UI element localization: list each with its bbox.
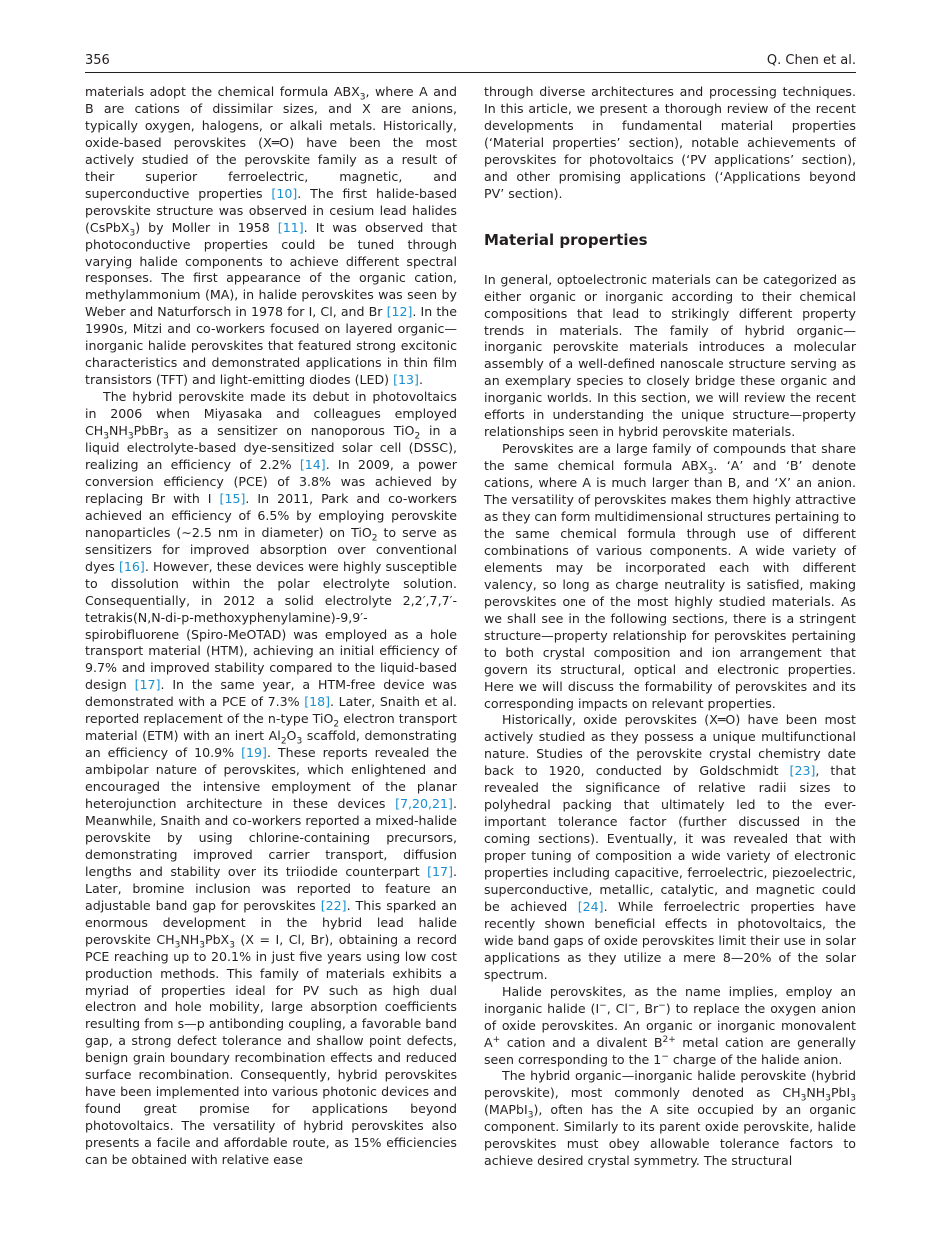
- paragraph-pv-debut: The hybrid perovskite made its debut in photovoltaics in 2006 when Miyasaka and colleagues employed $CH_3NH_3PbBr_3$ as a sensitizer on nanoporous TiO$_2$ in a liquid electrolyte-based dye-sensitized solar cell (DSSC), realizing an efficiency of 2.2% [14]. In 2009, a power conversion efficiency (PCE) of 3.8% was achieved by replacing Br with I [15]. In 2011, Park and co-workers achieved an efficiency of 6.5% by employing perovskite nanoparticles (∼2.5 nm in diameter) on TiO$_2$ to serve as sensitizers for improved absorption over conventional dyes [16]. However, these devices were highly susceptible to dissolution within the polar electrolyte solution. Consequentially, in 2012 a solid electrolyte 2,2′,7,7′-tetrakis(N,N-di-p-methoxyphenylamine)-9,9′-spirobifluorene (Spiro-MeOTAD) was employed as a hole transport material (HTM), achieving an initial efficiency of 9.7% and improved stability compared to the liquid-based design [17]. In the same year, a HTM-free device was demonstrated with a PCE of 7.3% [18]. Later, Snaith et al. reported replacement of the n-type TiO$_2$ electron transport material (ETM) with an inert $Al_2O_3$ scaffold, demonstrating an efficiency of 10.9% [19]. These reports revealed the ambipolar nature of perovskites, which enlightened and encouraged the intensive employment of the planar heterojunction architecture in these devices [7,20,21]. Meanwhile, Snaith and co-workers reported a mixed-halide perovskite by using chlorine-containing precursors, demonstrating improved carrier transport, diffusion lengths and stability over its triiodide counterpart [17]. Later, bromine inclusion was reported to feature an adjustable band gap for perovskites [22]. This sparked an enormous development in the hybrid lead halide perovskite $CH_3NH_3PbX_3$ (X = I, Cl, Br), obtaining a record PCE reaching up to 20.1% in just five years using low cost production methods. This family of materials exhibits a myriad of properties ideal for PV such as high dual electron and hole mobility, large absorption coefficients resulting from s—p antibonding coupling, a favorable band gap, a strong defect tolerance and shallow point defects, benign grain boundary recombination effects and reduced surface recombination. Consequently, hybrid perovskites have been implemented into various photonic devices and found great promise for applications beyond photovoltaics. The versatility of hybrid perovskites also presents a facile and affordable route, as 15% efficiencies can be obtained with relative ease: [85, 389, 458, 1168]
- citation-link[interactable]: [12]: [386, 304, 413, 320]
- citation-link[interactable]: [7,20,21]: [395, 796, 453, 812]
- citation-link[interactable]: [23]: [789, 763, 816, 779]
- page-header: [85, 50, 856, 73]
- citation-link[interactable]: [18]: [304, 694, 331, 710]
- paragraph-hybrid-perovskite: The hybrid organic—inorganic halide perovskite (hybrid perovskite), most commonly denoted as $CH_3NH_3PbI_3$ (MAPbI$_3$), often has the A site occupied by an organic component. Similarly to its parent oxide perovskite, halide perovskites must obey allowable tolerance factors to achieve desired crystal symmetry. The structural: [484, 1068, 856, 1169]
- running-author: Q. Chen et al.: [766, 53, 856, 68]
- paragraph-perovskite-family: Perovskites are a large family of compounds that share the same chemical formula $ABX_3$. ‘A’ and ‘B’ denote cations, where A is much larger than B, and ‘X’ an anion. The versatility of perovskites makes them highly attractive as they can form multidimensional structures pertaining to the same chemical formula through use of different combinations of various components. A wide variety of elements may be incorporated each with different valency, so long as charge neutrality is satisfied, making perovskites one of the most highly studied materials. As we shall see in the following sections, there is a stringent structure—property relationship for perovskites pertaining to both crystal composition and ion arrangement that govern its structural, optical and electronic properties. Here we will discuss the formability of perovskites and its corresponding impacts on relevant properties.: [484, 441, 857, 711]
- left-column: [85, 84, 457, 1169]
- paragraph-material-intro: In general, optoelectronic materials can be categorized as either organic or inorganic according to their chemical compositions that lead to strikingly different property trends in materials. The family of hybrid organic—inorganic perovskite materials introduces a molecular assembly of a well-defined nanoscale structure serving as an exemplary species to closely bridge these organic and inorganic worlds. In this section, we will review the recent efforts in understanding the unique structure—property relationships seen in hybrid perovskite materials.: [484, 271, 856, 440]
- paragraph-halide-perovskites: Halide perovskites, as the name implies, employ an inorganic halide (I−, Cl−, Br−) to replace the oxygen anion of oxide perovskites. An organic or inorganic monovalent A+ cation and a divalent $B^{2+}$ metal cation are generally seen corresponding to the 1− charge of the halide anion.: [484, 983, 856, 1067]
- citation-link[interactable]: [15]: [219, 490, 246, 506]
- citation-link[interactable]: [10]: [271, 185, 298, 201]
- citation-link[interactable]: [24]: [577, 898, 604, 914]
- paragraph-article-overview: through diverse architectures and processing techniques. In this article, we present a thorough review of the recent developments in fundamental material properties (‘Material properties’ section), notable achievements of perovskites for photovoltaics (‘PV applications’ section), and other promising applications (‘Applications beyond PV’ section).: [484, 84, 856, 201]
- citation-link[interactable]: [11]: [277, 219, 304, 235]
- citation-link[interactable]: [19]: [241, 745, 267, 761]
- paragraph-oxide-perovskites: Historically, oxide perovskites (X═O) have been most actively studied as they possess a unique multifunctional nature. Studies of the perovskite crystal chemistry date back to 1920, conducted by Goldschmidt [23], that revealed the significance of relative radii sizes to polyhedral packing that ultimately led to the ever-important tolerance factor (further discussed in the coming sections). Eventually, it was revealed that with proper tuning of composition a wide variety of electronic properties including capacitive, ferroelectric, piezoelectric, superconductive, metallic, catalytic, and magnetic could be achieved [24]. While ferroelectric properties have recently shown beneficial effects in photovoltaics, the wide band gaps of oxide perovskites limit their use in solar applications as they utilize a mere 8—20% of the solar spectrum.: [484, 712, 856, 982]
- section-title: Material properties: [484, 230, 648, 249]
- citation-link[interactable]: [14]: [299, 456, 326, 472]
- citation-link[interactable]: [22]: [320, 897, 347, 913]
- citation-link[interactable]: [17]: [427, 863, 453, 879]
- paragraph-intro-history: materials adopt the chemical formula $ABX_3$, where A and B are cations of dissimilar sizes, and X are anions, typically oxygen, halogens, or alkali metals. Historically, oxide-based perovskites (X═O) have been the most actively studied of the perovskite family as a result of their superior ferroelectric, magnetic, and superconductive properties [10]. The first halide-based perovskite structure was observed in cesium lead halides (CsPbX$_3$) by Moller in 1958 [11]. It was observed that photoconductive properties could be tuned through varying halide components to achieve different spectral responses. The first appearance of the organic cation, methylammonium (MA), in halide perovskites was seen by Weber and Naturforsch in 1978 for I, Cl, and Br [12]. In the 1990s, Mitzi and co-workers focused on layered organic—inorganic halide perovskites that featured strong excitonic characteristics and demonstrated applications in thin film transistors (TFT) and light-emitting diodes (LED) [13].: [85, 84, 458, 388]
- citation-link[interactable]: [16]: [118, 558, 145, 574]
- citation-link[interactable]: [17]: [134, 677, 161, 693]
- right-column: [484, 84, 856, 1170]
- citation-link[interactable]: [13]: [393, 372, 419, 388]
- page-number: 356: [85, 53, 110, 68]
